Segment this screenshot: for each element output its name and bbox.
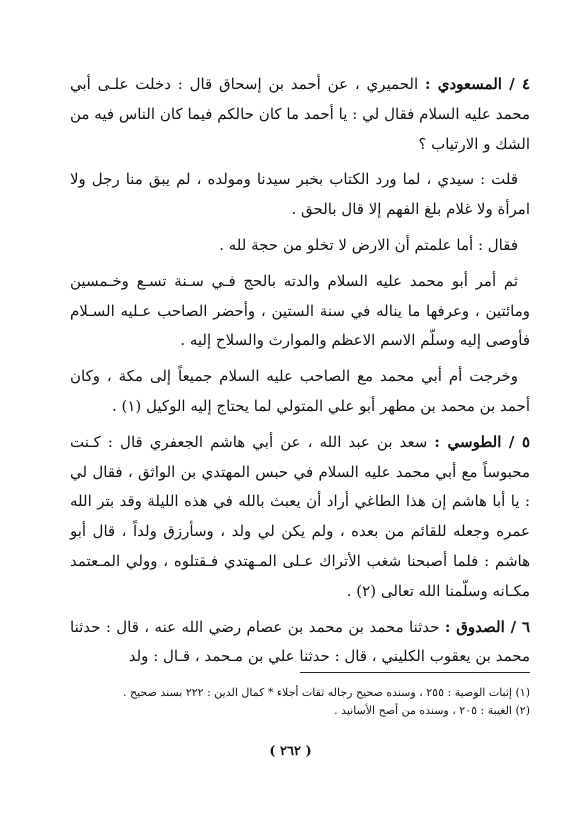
paragraph-4-text: ثم أمر أبو محمد عليه السلام والدته بالحج فـي سـنة تسـع وخـمسين ومائتين ، وعرفها ما يناله في سنة الستين ، وأحضر الصاحب عـليه السـلام فأوصى إليه وسلّم الاسم الاعظم والموارث والسلاح إليه . — [70, 271, 530, 350]
paragraph-3-text: فقال : أما علمتم أن الارض لا تخلو من حجة لله . — [219, 235, 518, 254]
paragraph-1 — [70, 70, 530, 159]
paragraph-5 — [70, 362, 530, 422]
paragraph-7-text: حدثنا محمد بن محمد بن عصام رضي الله عنه ، قال : حدثنا محمد بن يعقوب الكليني ، قال : حدثنا علي بن مـحمد ، قـال : ولد — [70, 617, 530, 666]
narration-lead-1: ٤ / المسعودي : — [424, 75, 530, 93]
narration-lead-3: ٦ / الصدوق : — [444, 617, 530, 636]
paragraph-3 — [70, 231, 530, 261]
paragraph-6 — [70, 428, 530, 607]
footnotes — [70, 684, 530, 720]
paragraph-6-text: سعد بن عبد الله ، عن أبي هاشم الجعفري قال : كـنت محبوساً مع أبي محمد عليه السلام في حبس المهتدي بن الواثق ، فقال لي : يا أبا هاشم إن هذا الطاغي أراد أن يعبث بالله في هذه الليلة وقد بتر الله عمره وجعله للقائم من بعده ، ولم يكن لي ولد ، وسأرزق ولداً ، قال أبو هاشم : فلما أصبحنا شغب الأتراك عـلى المـهتدي فـقتلوه ، وولي المـعتمد مكـانه وسلّمنا الله تعالى (٢) . — [70, 432, 530, 600]
footnote-2: (٢) الغيبة : ٢٠٥ ، وسنده من أصح الأسانيد . — [334, 704, 530, 717]
paragraph-5-text: وخرجت أم أبي محمد مع الصاحب عليه السلام جميعاً إلى مكة ، وكان أحمد بن محمد بن مطهر أبو علي المتولي لما يحتاج إليه الوكيل (١) . — [70, 367, 530, 415]
paragraph-7 — [70, 613, 530, 673]
narration-lead-2: ٥ / الطوسي : — [434, 432, 531, 451]
paragraph-2 — [70, 165, 530, 225]
paragraph-4 — [70, 267, 530, 356]
main-text — [70, 70, 530, 678]
footnote-divider — [300, 672, 530, 673]
footnote-1: (١) إثبات الوصية : ٢٥٥ ، وسنده صحيح رجاله ثقات أجلاء * كمال الدين : ٢٢٢ بسند صحيح . — [123, 686, 530, 699]
page-number: ( ٢٦٢ ) — [269, 744, 312, 759]
paragraph-2-text: قلت : سيدي ، لما ورد الكتاب بخبر سيدنا ومولده ، لم يبق منا رجل ولا امرأة ولا غلام بلغ الفهم إلا قال بالحق . — [70, 170, 530, 219]
paragraph-1-text: الحميري ، عن أحمد بن إسحاق قال : دخلت علـى أبي محمد عليه السلام فقال لي : يا أحمد ما كان حالكم فيما كان الناس فيه من الشك و الارتياب ؟ — [70, 75, 530, 153]
